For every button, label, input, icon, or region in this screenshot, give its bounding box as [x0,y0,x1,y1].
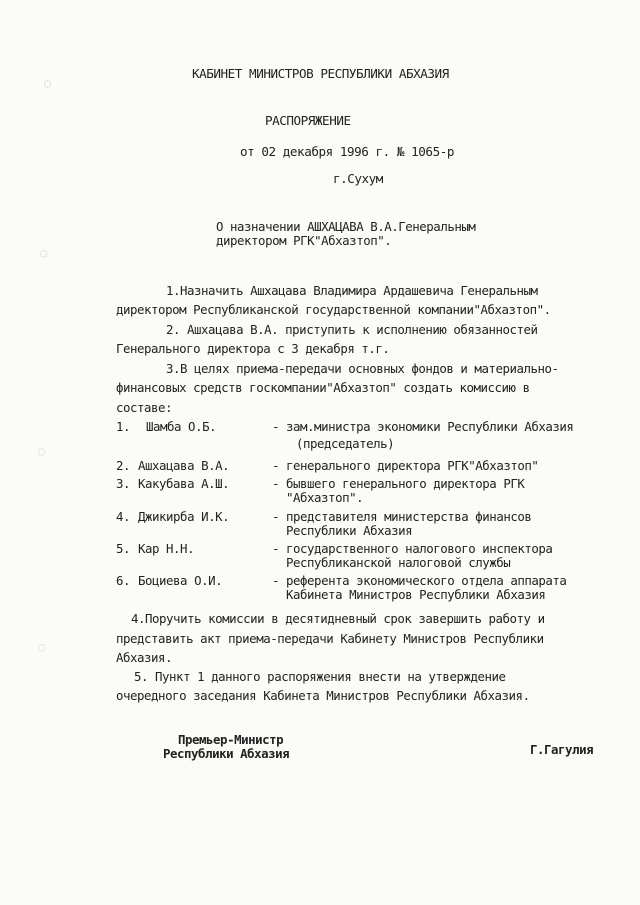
body-line: 1.Назначить Ашхацава Владимира Ардашевича Генеральным [166,283,538,298]
signature-title: Республики Абхазия [163,746,290,761]
signature-title: Премьер-Министр [178,732,284,747]
member-number: 5. [116,541,131,556]
member-role: - генерального директора РГК"Абхазтоп" [272,458,539,473]
org-title: КАБИНЕТ МИНИСТРОВ РЕСПУБЛИКИ АБХАЗИЯ [192,66,449,81]
member-name: Боциева О.И. [138,573,223,588]
closing-line: очередного заседания Кабинета Министров Республики Абхазия. [116,688,530,703]
member-role: (председатель) [296,436,395,451]
member-role: - зам.министра экономики Республики Абхазия [272,419,574,434]
member-name: Кар Н.Н. [138,541,195,556]
member-role: Республиканской налоговой службы [286,555,511,570]
member-number: 1. [116,419,131,434]
body-line: 2. Ашхацава В.А. приступить к исполнению обязанностей [166,322,538,337]
member-name: Ашхацава В.А. [138,458,230,473]
member-role: "Абхазтоп". [286,490,364,505]
closing-line: 5. Пункт 1 данного распоряжения внести на утверждение [134,669,506,684]
scan-mark: ◌ [38,444,46,458]
member-role: - бывшего генерального директора РГК [272,476,525,491]
scan-mark: ◌ [44,76,52,90]
member-name: Какубава А.Ш. [138,476,230,491]
scan-mark: ◌ [38,640,46,654]
signature-name: Г.Гагулия [530,742,594,757]
date-line: от 02 декабря 1996 г. № 1065-р [240,144,454,159]
member-role: - представителя министерства финансов [272,509,532,524]
member-role: - государственного налогового инспектора [272,541,553,556]
member-number: 3. [116,476,131,491]
closing-line: представить акт приема-передачи Кабинету Министров Республики [116,631,544,646]
doc-type: РАСПОРЯЖЕНИЕ [265,113,351,128]
closing-line: Абхазия. [116,650,173,665]
member-name: Джикирба И.К. [138,509,230,524]
member-number: 2. [116,458,131,473]
place: г.Сухум [333,171,383,186]
scan-mark: ◌ [40,246,48,260]
member-role: Кабинета Министров Республики Абхазия [286,587,546,602]
closing-line: 4.Поручить комиссии в десятидневный срок завершить работу и [131,611,545,626]
member-name: Шамба О.Б. [146,419,217,434]
body-line: финансовых средств госкомпании"Абхазтоп" создать комиссию в [116,380,530,395]
member-number: 4. [116,509,131,524]
body-line: директором Республиканской государственной компании"Абхазтоп". [116,302,551,317]
body-line: Генерального директора с 3 декабря т.г. [116,341,390,356]
member-role: Республики Абхазия [286,523,413,538]
body-line: составе: [116,400,173,415]
subject-line: директором РГК"Абхазтоп". [216,233,392,248]
subject-line: О назначении АШХАЦАВА В.А.Генеральным [216,219,476,234]
member-role: - референта экономического отдела аппарата [272,573,567,588]
body-line: 3.В целях приема-передачи основных фондов и материально- [166,361,559,376]
member-number: 6. [116,573,131,588]
